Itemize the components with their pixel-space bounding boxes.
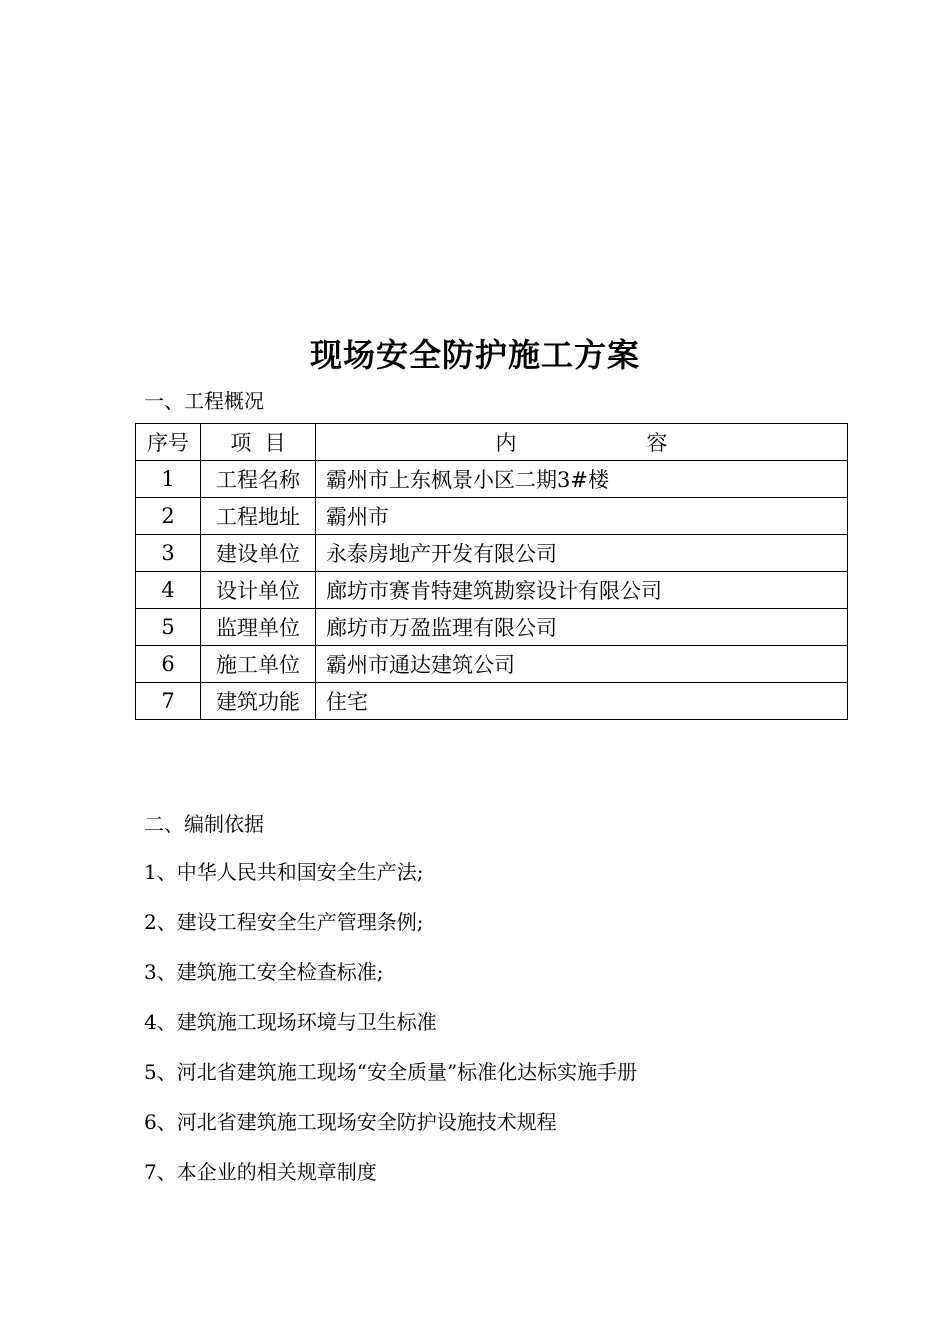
row-item: 建设单位	[201, 535, 316, 572]
header-item: 项 目	[201, 424, 316, 461]
row-item: 设计单位	[201, 572, 316, 609]
table-row	[136, 572, 848, 609]
list-item: 4、建筑施工现场环境与卫生标准	[144, 1010, 437, 1034]
row-content: 霸州市	[316, 498, 848, 535]
header-content-right: 容	[646, 431, 668, 455]
header-content	[316, 424, 848, 461]
list-item: 5、河北省建筑施工现场“安全质量”标准化达标实施手册	[144, 1060, 638, 1084]
list-item: 6、河北省建筑施工现场安全防护设施技术规程	[144, 1110, 557, 1134]
row-content: 永泰房地产开发有限公司	[316, 535, 848, 572]
row-no: 7	[136, 683, 201, 720]
list-item: 7、本企业的相关规章制度	[144, 1160, 377, 1184]
row-item: 建筑功能	[201, 683, 316, 720]
header-content-left: 内	[495, 431, 517, 455]
header-no: 序号	[136, 424, 201, 461]
list-item: 2、建设工程安全生产管理条例;	[144, 910, 424, 934]
section-heading-basis: 二、编制依据	[144, 812, 264, 836]
row-item: 工程名称	[201, 461, 316, 498]
document-title: 现场安全防护施工方案	[309, 336, 640, 374]
row-content: 廊坊市赛肯特建筑勘察设计有限公司	[316, 572, 848, 609]
row-no: 4	[136, 572, 201, 609]
row-item: 工程地址	[201, 498, 316, 535]
row-no: 2	[136, 498, 201, 535]
list-item: 3、建筑施工安全检查标准;	[144, 960, 384, 984]
row-content: 霸州市上东枫景小区二期3#楼	[316, 461, 848, 498]
row-content: 霸州市通达建筑公司	[316, 646, 848, 683]
section-heading-overview: 一、工程概况	[144, 389, 264, 413]
row-item: 施工单位	[201, 646, 316, 683]
list-item: 1、中华人民共和国安全生产法;	[144, 860, 424, 884]
table-row	[136, 683, 848, 720]
table-header-row	[136, 424, 848, 461]
table-row	[136, 646, 848, 683]
row-item: 监理单位	[201, 609, 316, 646]
basis-list	[144, 858, 637, 1208]
table-row	[136, 535, 848, 572]
row-no: 3	[136, 535, 201, 572]
row-no: 5	[136, 609, 201, 646]
row-no: 1	[136, 461, 201, 498]
project-overview-table	[135, 423, 848, 720]
row-content: 廊坊市万盈监理有限公司	[316, 609, 848, 646]
table-row	[136, 461, 848, 498]
row-content: 住宅	[316, 683, 848, 720]
table-row	[136, 609, 848, 646]
row-no: 6	[136, 646, 201, 683]
table-row	[136, 498, 848, 535]
